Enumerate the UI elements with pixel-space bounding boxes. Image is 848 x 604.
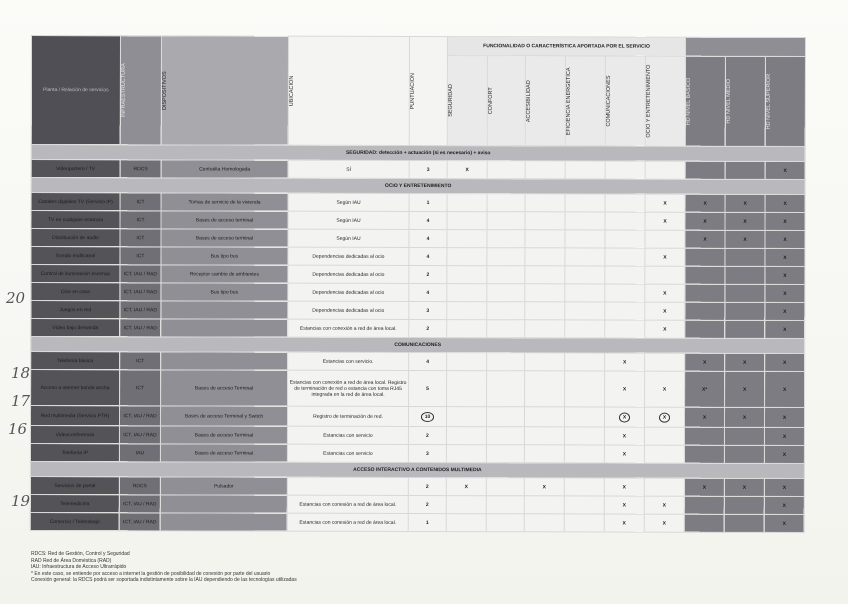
- feature-mark: [524, 514, 564, 532]
- handwritten-mark: 20: [6, 289, 26, 307]
- feature-mark: [565, 248, 605, 266]
- feature-mark: [564, 407, 604, 427]
- infrastructure-cell: ICT: [120, 211, 161, 229]
- level-mark: [724, 514, 764, 532]
- table-row: [30, 476, 804, 496]
- service-name: Videoconferencia: [30, 425, 119, 443]
- level-mark: [724, 427, 764, 445]
- feature-mark: [565, 212, 605, 230]
- level-header: HD NIVEL SUPERIOR: [765, 56, 805, 146]
- level-mark: [685, 248, 725, 266]
- level-mark: X: [725, 194, 765, 212]
- service-name: Control de iluminación escenas: [31, 265, 120, 283]
- level-mark: [685, 161, 725, 179]
- feature-mark: [487, 302, 525, 320]
- header-infrastructure: INFRAESTRUCTURA: [120, 36, 161, 145]
- feature-mark: [525, 320, 565, 338]
- handwritten-mark: 19: [11, 492, 31, 510]
- level-header: HD NIVEL BÁSICO: [685, 56, 725, 146]
- feature-mark: [564, 496, 604, 514]
- device-cell: Tomas de servicio de la vivienda: [161, 193, 288, 211]
- table-row: [30, 425, 804, 445]
- score-cell: 2: [409, 265, 447, 283]
- feature-mark: [604, 407, 644, 427]
- service-name: Videoportero / TV: [31, 160, 120, 178]
- level-mark: X: [725, 407, 765, 427]
- location-cell: Estancias con conexión a red de área local.: [288, 319, 409, 337]
- infrastructure-cell: RDCS: [119, 477, 160, 495]
- feature-mark: X: [645, 302, 685, 320]
- location-cell: Dependencias dedicadas al ocio: [288, 283, 409, 301]
- level-mark: [685, 320, 725, 338]
- feature-mark: X: [645, 194, 685, 212]
- section-title: COMUNICACIONES: [31, 337, 805, 354]
- score-cell: 4: [409, 283, 447, 301]
- table-row: [31, 193, 805, 213]
- service-name: Cine en casa: [31, 283, 120, 301]
- feature-header: ACCESIBILIDAD: [525, 56, 565, 146]
- location-cell: Estancias con servicio: [287, 426, 408, 444]
- device-cell: Centralita Homologada: [161, 160, 288, 178]
- feature-mark: [605, 230, 645, 248]
- feature-mark: [644, 427, 684, 445]
- infrastructure-cell: IAU: [119, 444, 160, 462]
- header-funcionalidad: FUNCIONALIDAD O CARACTERÍSTICA APORTADA POR EL SERVICIO: [447, 37, 685, 57]
- feature-mark: [525, 353, 565, 371]
- device-cell: Receptor cambio de ambientes: [161, 265, 288, 283]
- infrastructure-cell: ICT, IAU / RAD: [120, 301, 161, 319]
- score-cell: 2: [408, 477, 446, 495]
- score-cell: 1: [408, 513, 446, 531]
- feature-mark: [645, 230, 685, 248]
- level-mark: X: [764, 496, 804, 514]
- level-mark: [685, 266, 725, 284]
- location-cell: Estancias con conexión a red de área local.: [287, 495, 408, 513]
- score-cell: 3: [409, 160, 447, 178]
- feature-header: COMUNICACIONES: [605, 56, 645, 146]
- feature-mark: [487, 266, 525, 284]
- location-cell: Según IAU: [288, 211, 409, 229]
- service-name: Canales digitales TV (Servicio IP): [31, 193, 120, 211]
- feature-mark: [605, 284, 645, 302]
- device-cell: [161, 301, 288, 319]
- table-row: [30, 443, 804, 463]
- service-name: Red multimedia (Servicio PTR): [30, 406, 119, 426]
- location-cell: Estancias con conexión a red de área local. Registro de terminación de red o estancia con toma RJ45 integrada en la red de área local.: [288, 370, 409, 406]
- table-row: [31, 370, 805, 408]
- service-name: Distribución de audio: [31, 229, 120, 247]
- service-name: Telefonía IP: [30, 443, 119, 461]
- section-title: SEGURIDAD: detección + actuación (si es necesario) + aviso: [31, 145, 805, 162]
- feature-mark: [486, 478, 524, 496]
- level-mark: X: [765, 353, 805, 371]
- feature-mark: [447, 230, 487, 248]
- service-name: TV en cualquier estancia: [31, 211, 120, 229]
- feature-mark: [605, 194, 645, 212]
- level-mark: X: [764, 478, 804, 496]
- device-cell: Bases de acceso Terminal: [160, 444, 287, 462]
- feature-mark: [446, 407, 486, 427]
- feature-mark: [487, 194, 525, 212]
- feature-mark: [565, 161, 605, 179]
- header-levels-band: [686, 37, 806, 56]
- feature-mark: [524, 445, 564, 463]
- feature-mark: [605, 266, 645, 284]
- feature-mark: [486, 496, 524, 514]
- service-name: Servicios de portal: [30, 476, 119, 494]
- level-mark: X: [764, 445, 804, 463]
- location-cell: Según IAU: [288, 229, 409, 247]
- level-mark: X: [725, 230, 765, 248]
- feature-mark: [525, 371, 565, 407]
- level-mark: X: [685, 230, 725, 248]
- location-cell: Dependencias dedicadas al ocio: [288, 247, 409, 265]
- feature-mark: [487, 371, 525, 407]
- feature-mark: [565, 266, 605, 284]
- feature-mark: [605, 302, 645, 320]
- level-mark: X: [685, 212, 725, 230]
- infrastructure-cell: ICT, IAU / RAD: [119, 513, 160, 531]
- device-cell: Bases de acceso Terminal: [160, 426, 287, 444]
- feature-mark: [524, 407, 564, 427]
- service-name: Comercio / Teletrabajo: [30, 512, 119, 530]
- table-row: [30, 406, 804, 428]
- level-mark: X: [764, 427, 804, 445]
- level-mark: [725, 320, 765, 338]
- service-name: Telefonía básica: [31, 352, 120, 370]
- score-cell: 3: [408, 444, 446, 462]
- infrastructure-cell: ICT, IAU / RAD: [119, 406, 160, 426]
- feature-mark: [644, 445, 684, 463]
- level-mark: [725, 302, 765, 320]
- level-mark: X: [725, 353, 765, 371]
- level-mark: X: [725, 212, 765, 230]
- feature-mark: [487, 230, 525, 248]
- feature-mark: [524, 427, 564, 445]
- feature-mark: [525, 284, 565, 302]
- location-cell: Dependencias dedicadas al ocio: [288, 265, 409, 283]
- device-cell: [161, 352, 288, 370]
- feature-mark: X: [645, 212, 685, 230]
- feature-mark: [486, 514, 524, 532]
- table-row: [31, 319, 805, 339]
- score-cell: 4: [409, 229, 447, 247]
- feature-mark: [645, 266, 685, 284]
- level-mark: X: [725, 371, 765, 407]
- feature-mark: [564, 445, 604, 463]
- feature-mark: X: [524, 478, 564, 496]
- feature-mark: X: [645, 284, 685, 302]
- table-row: [31, 301, 805, 321]
- services-table: [30, 35, 806, 533]
- level-mark: X: [765, 230, 805, 248]
- device-cell: Bases de acceso Terminal y Switch: [160, 406, 287, 426]
- feature-mark: [564, 427, 604, 445]
- level-mark: [724, 445, 764, 463]
- feature-mark: [565, 353, 605, 371]
- level-mark: [684, 496, 724, 514]
- location-cell: Registro de terminación de red.: [287, 406, 408, 426]
- feature-mark: [525, 302, 565, 320]
- device-cell: Bases de acceso terminal: [161, 211, 288, 229]
- feature-mark: [486, 427, 524, 445]
- feature-mark: [447, 302, 487, 320]
- feature-mark: [605, 212, 645, 230]
- table-row: [30, 512, 804, 532]
- feature-mark: [644, 478, 684, 496]
- device-cell: Bases de acceso Terminal: [161, 370, 288, 406]
- device-cell: [160, 513, 287, 531]
- feature-mark: [447, 212, 487, 230]
- feature-mark: [565, 230, 605, 248]
- level-mark: X: [765, 284, 805, 302]
- feature-mark: [487, 284, 525, 302]
- feature-mark: [446, 427, 486, 445]
- feature-mark: X: [645, 320, 685, 338]
- feature-mark: [525, 212, 565, 230]
- score-cell: [408, 406, 446, 426]
- table-row: [31, 283, 805, 303]
- level-mark: X: [765, 212, 805, 230]
- feature-header: CONFORT: [487, 56, 525, 146]
- feature-mark: [447, 320, 487, 338]
- header-location: UBICACIÓN: [288, 36, 409, 145]
- score-cell: 4: [409, 352, 447, 370]
- level-mark: X: [765, 194, 805, 212]
- device-cell: [160, 495, 287, 513]
- level-mark: X: [724, 478, 764, 496]
- level-mark: [725, 248, 765, 266]
- level-mark: X: [765, 407, 805, 427]
- table-row: [31, 265, 805, 285]
- feature-mark: [565, 302, 605, 320]
- table-row: [31, 229, 805, 249]
- feature-mark: X: [644, 514, 684, 532]
- level-mark: [724, 496, 764, 514]
- feature-mark: X: [605, 371, 645, 407]
- device-cell: Bus tipo bus: [161, 283, 288, 301]
- feature-mark: [525, 248, 565, 266]
- feature-mark: [447, 371, 487, 407]
- circled-value: X: [619, 412, 630, 422]
- handwritten-mark: 17: [11, 392, 31, 410]
- infrastructure-cell: RDCS: [120, 160, 161, 178]
- feature-mark: [487, 212, 525, 230]
- device-cell: Bases de acceso terminal: [161, 229, 288, 247]
- footnote-line: * En este caso, se entiende por acceso a internet la gestión de posibilidad de conexión por parte del usuario: [31, 570, 271, 577]
- feature-header: SEGURIDAD: [447, 56, 487, 146]
- feature-mark: [605, 320, 645, 338]
- location-cell: Dependencias dedicadas al ocio: [288, 301, 409, 319]
- feature-mark: X: [446, 478, 486, 496]
- score-cell: 4: [409, 211, 447, 229]
- score-cell: 1: [409, 193, 447, 211]
- feature-mark: [487, 161, 525, 179]
- feature-mark: [446, 514, 486, 532]
- footnote-line: RAD Red de Área Doméstica (RAD): [31, 557, 112, 564]
- level-mark: X: [765, 302, 805, 320]
- level-mark: X: [765, 266, 805, 284]
- score-cell: 3: [409, 301, 447, 319]
- feature-mark: [645, 161, 685, 179]
- feature-mark: [645, 353, 685, 371]
- feature-mark: X: [447, 161, 487, 179]
- feature-mark: [525, 230, 565, 248]
- circled-value: 10: [421, 412, 435, 422]
- feature-header: EFICIENCIA ENERGÉTICA: [565, 56, 605, 146]
- level-mark: [684, 445, 724, 463]
- feature-mark: [525, 161, 565, 179]
- feature-mark: X: [604, 478, 644, 496]
- feature-header: OCIO Y ENTRETENIMIENTO: [645, 56, 685, 146]
- feature-mark: X: [645, 371, 685, 407]
- location-cell: Estancias con servicio: [287, 444, 408, 462]
- score-cell: 5: [409, 370, 447, 406]
- feature-mark: [605, 161, 645, 179]
- location-cell: Estancias con conexión a red de área local.: [287, 513, 408, 531]
- feature-mark: [447, 284, 487, 302]
- score-cell: 2: [408, 426, 446, 444]
- infrastructure-cell: ICT: [120, 229, 161, 247]
- level-mark: [684, 427, 724, 445]
- service-name: Vídeo bajo demanda: [31, 319, 120, 337]
- location-cell: [287, 477, 408, 495]
- level-header: HD NIVEL MEDIO: [725, 56, 765, 146]
- device-cell: Bus tipo bus: [161, 247, 288, 265]
- footnote-line: IAU: Infraestructura de Acceso Ultrarrápido: [31, 564, 127, 570]
- feature-mark: [565, 284, 605, 302]
- feature-mark: X: [604, 514, 644, 532]
- infrastructure-cell: ICT: [120, 193, 161, 211]
- score-cell: 2: [408, 495, 446, 513]
- service-name: Acceso a internet banda ancha: [31, 370, 120, 406]
- level-mark: [685, 284, 725, 302]
- feature-mark: [565, 320, 605, 338]
- table-row: [31, 247, 805, 267]
- feature-mark: X: [644, 496, 684, 514]
- section-title: ACCESO INTERACTIVO A CONTENIDOS MULTIMEDIA: [30, 461, 804, 478]
- feature-mark: [446, 445, 486, 463]
- feature-mark: [564, 514, 604, 532]
- infrastructure-cell: ICT, IAU / RAD: [120, 283, 161, 301]
- feature-mark: [486, 445, 524, 463]
- header-devices: DISPOSITIVOS: [161, 36, 288, 145]
- feature-mark: X: [645, 248, 685, 266]
- handwritten-mark: 16: [8, 420, 28, 438]
- level-mark: X: [685, 353, 725, 371]
- infrastructure-cell: ICT: [120, 352, 161, 370]
- infrastructure-cell: ICT: [120, 247, 161, 265]
- infrastructure-cell: ICT, IAU / RAD: [120, 265, 161, 283]
- infrastructure-cell: ICT, IAU / RAD: [119, 426, 160, 444]
- level-mark: X: [765, 161, 805, 179]
- feature-mark: [487, 353, 525, 371]
- level-mark: X: [685, 407, 725, 427]
- feature-mark: [487, 320, 525, 338]
- feature-mark: [565, 194, 605, 212]
- feature-mark: [525, 266, 565, 284]
- footnotes: [31, 551, 297, 584]
- feature-mark: X: [605, 353, 645, 371]
- feature-mark: [524, 496, 564, 514]
- level-mark: X: [765, 320, 805, 338]
- location-cell: Según IAU: [288, 193, 409, 211]
- score-cell: 4: [409, 247, 447, 265]
- table-row: [31, 211, 805, 231]
- feature-mark: [447, 248, 487, 266]
- infrastructure-cell: ICT, IAU / RAD: [120, 319, 161, 337]
- level-mark: X: [765, 248, 805, 266]
- service-name: Sonido multicanal: [31, 247, 120, 265]
- feature-mark: [486, 407, 524, 427]
- table-row: [30, 494, 804, 514]
- feature-mark: [447, 194, 487, 212]
- footnote-line: RDCS: Red de Gestión, Control y Seguridad: [31, 551, 130, 557]
- feature-mark: [565, 371, 605, 407]
- feature-mark: [525, 194, 565, 212]
- header-score: PUNTUACIÓN: [409, 36, 447, 145]
- circled-value: X: [659, 412, 670, 422]
- footnote-line: Conexión general: la RDCS podrá ser soportada indistintamente sobre la IAU dependiendo de las tecnologías utilizadas: [31, 577, 297, 583]
- feature-mark: [644, 407, 684, 427]
- level-mark: X: [764, 514, 804, 532]
- score-cell: 2: [409, 319, 447, 337]
- feature-mark: [605, 248, 645, 266]
- level-mark: [725, 161, 765, 179]
- feature-mark: [447, 353, 487, 371]
- table-row: [31, 352, 805, 372]
- feature-mark: [446, 496, 486, 514]
- level-mark: [684, 514, 724, 532]
- device-cell: Pulsador: [160, 477, 287, 495]
- location-cell: Estancias con servicio.: [288, 352, 409, 370]
- feature-mark: X: [604, 427, 644, 445]
- location-cell: SÍ: [288, 160, 409, 178]
- feature-mark: X: [604, 445, 644, 463]
- feature-mark: X: [604, 496, 644, 514]
- section-title: OCIO Y ENTRETENIMIENTO: [31, 178, 805, 195]
- infrastructure-cell: ICT: [120, 370, 161, 406]
- device-cell: [161, 319, 288, 337]
- feature-mark: [447, 266, 487, 284]
- level-mark: X: [765, 371, 805, 407]
- infrastructure-cell: ICT, IAU / RAD: [119, 495, 160, 513]
- level-mark: [725, 266, 765, 284]
- level-mark: [725, 284, 765, 302]
- level-mark: X*: [685, 371, 725, 407]
- header-services: Planta / Relación de servicios: [31, 36, 120, 145]
- table-row: [31, 160, 805, 180]
- level-mark: X: [684, 478, 724, 496]
- service-name: Telemedicina: [30, 494, 119, 512]
- level-mark: X: [685, 194, 725, 212]
- handwritten-mark: 18: [11, 364, 31, 382]
- feature-mark: [487, 248, 525, 266]
- feature-mark: [564, 478, 604, 496]
- service-name: Juegos en red: [31, 301, 120, 319]
- level-mark: [685, 302, 725, 320]
